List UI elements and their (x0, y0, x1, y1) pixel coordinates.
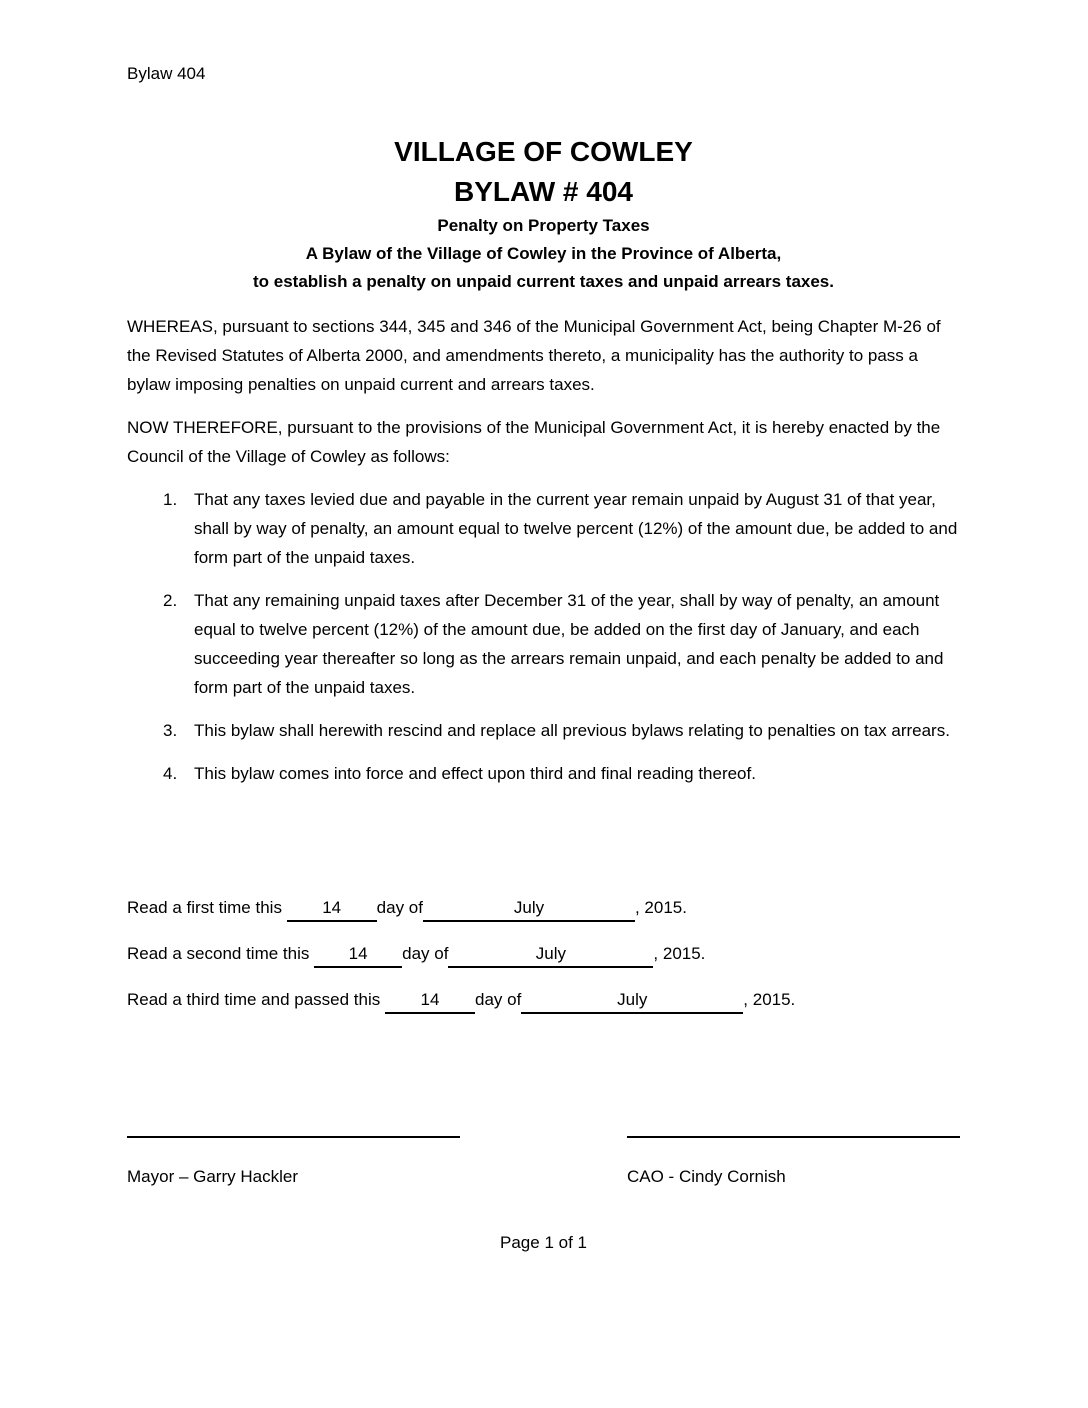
reading-suffix: , 2015. (653, 944, 706, 963)
month-blank: July (423, 895, 635, 922)
document-bylaw-number: BYLAW # 404 (454, 176, 633, 207)
cao-name-label: CAO - Cindy Cornish (627, 1167, 786, 1186)
reading-connector: day of (474, 990, 522, 1009)
clause-text: That any remaining unpaid taxes after December 31 of the year, shall by way of penalty, an amount equal to twelve percent (12%) of the amount due, be added on the first day of January, and each succeeding year thereafter so long as the arrears remain unpaid, and each penalty be added to and form part of the unpaid taxes. (194, 591, 944, 697)
clause-item-3 (127, 716, 960, 745)
clause-number: 4. (163, 764, 178, 783)
clause-item-2 (127, 586, 960, 702)
signature-column-cao (627, 1136, 960, 1188)
month-blank: July (521, 987, 743, 1014)
paragraph-now-therefore: NOW THEREFORE, pursuant to the provisions of the Municipal Government Act, it is hereby enacted by the Council of the Village of Cowley as follows: (127, 418, 941, 466)
title-block (127, 132, 960, 296)
day-blank: 14 (314, 941, 402, 968)
day-blank: 14 (385, 987, 475, 1014)
signature-line-mayor (127, 1136, 460, 1138)
signature-line-cao (627, 1136, 960, 1138)
clause-number: 1. (163, 490, 178, 509)
clause-text: That any taxes levied due and payable in the current year remain unpaid by August 31 of that year, shall by way of penalty, an amount equal to twelve percent (12%) of the amount due, be added to and form part of the unpaid taxes. (194, 490, 958, 567)
signature-column-mayor (127, 1136, 460, 1188)
reading-line-second (127, 939, 960, 968)
reading-line-third (127, 985, 960, 1014)
reading-connector: day of (376, 898, 423, 917)
clause-text: This bylaw shall herewith rescind and replace all previous bylaws relating to penalties on tax arrears. (194, 721, 950, 740)
reading-line-first (127, 893, 960, 922)
reading-prefix: Read a second time this (127, 944, 315, 963)
reading-connector: day of (402, 944, 449, 963)
signature-block (127, 1136, 960, 1188)
clause-item-1 (127, 485, 960, 572)
reading-suffix: , 2015. (743, 990, 796, 1009)
day-blank: 14 (287, 895, 377, 922)
clause-item-4 (127, 759, 960, 788)
clause-number: 2. (163, 591, 178, 610)
signature-spacer (460, 1136, 627, 1188)
clause-text: This bylaw comes into force and effect upon third and final reading thereof. (194, 764, 756, 783)
page-number: Page 1 of 1 (500, 1233, 587, 1252)
reading-suffix: , 2015. (634, 898, 687, 917)
reading-prefix: Read a first time this (127, 898, 287, 917)
bylaw-number-label: Bylaw 404 (127, 64, 206, 83)
reading-lines (127, 893, 960, 1014)
document-subtitle-province: A Bylaw of the Village of Cowley in the Province of Alberta, (305, 244, 782, 263)
bylaw-clauses (127, 485, 960, 788)
month-blank: July (448, 941, 653, 968)
reading-prefix: Read a third time and passed this (127, 990, 385, 1009)
document-subtitle-purpose: to establish a penalty on unpaid current taxes and unpaid arrears taxes. (252, 272, 834, 291)
document-title: VILLAGE OF COWLEY (394, 136, 693, 167)
paragraph-whereas: WHEREAS, pursuant to sections 344, 345 and 346 of the Municipal Government Act, being Chapter M-26 of the Revised Statutes of Alberta 2000, and amendments thereto, a municipality has the authority to pass a bylaw imposing penalties on unpaid current and arrears taxes. (127, 317, 941, 394)
clause-number: 3. (163, 721, 178, 740)
document-subtitle-penalty: Penalty on Property Taxes (437, 216, 650, 235)
mayor-name-label: Mayor – Garry Hackler (127, 1167, 298, 1186)
